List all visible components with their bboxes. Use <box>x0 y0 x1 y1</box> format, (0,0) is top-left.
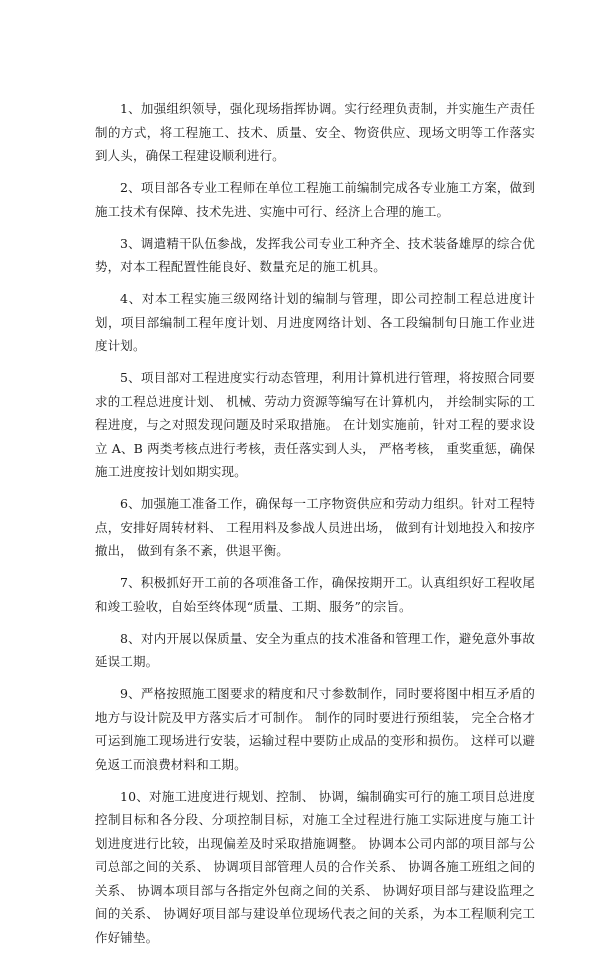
paragraph-1: 1、加强组织领导，强化现场指挥协调。实行经理负责制，并实施生产责任制的方式，将工程施工、技术、质量、安全、物资供应、现场文明等工作落实到人头，确保工程建设顺利进行。 <box>95 101 535 163</box>
paragraph-8: 8、对内开展以保质量、安全为重点的技术准备和管理工作，避免意外事故延误工期。 <box>95 630 535 669</box>
paragraph-7: 7、积极抓好开工前的各项准备工作，确保按期开工。认真组织好工程收尾和竣工验收，自始至终体现“质量、工期、服务”的宗旨。 <box>95 575 535 614</box>
paragraph-3: 3、调遣精干队伍参战，发挥我公司专业工种齐全、技术装备雄厚的综合优势，对本工程配置性能良好、数量充足的施工机具。 <box>95 235 535 274</box>
paragraph-10: 10、对施工进度进行规划、控制、 协调，编制确实可行的施工项目总进度控制目标和各分段、分项控制目标，对施工全过程进行施工实际进度与施工计划进度进行比较，出现偏差及时采取措施调整。 协调本公司内部的项目部与公司总部之间的关系、 协调项目部管理人员的合作关系、 协调各施工班组之间的关系、 协调本项目部与各指定外包商之间的关系、 协调好项目部与建设监理之间的关系、 协调好项目部与建设单位现场代表之间的关系，为本工程顺利完工作好铺垫。 <box>95 788 535 945</box>
document-body <box>95 97 535 958</box>
paragraph-4: 4、对本工程实施三级网络计划的编制与管理，即公司控制工程总进度计划，项目部编制工程年度计划、月进度网络计划、各工段编制旬日施工作业进度计划。 <box>95 291 535 353</box>
paragraph-9: 9、严格按照施工图要求的精度和尺寸参数制作，同时要将图中相互矛盾的地方与设计院及甲方落实后才可制作。 制作的同时要进行预组装， 完全合格才可运到施工现场进行安装，运输过程中要防止成品的变形和损伤。 这样可以避免返工而浪费材料和工期。 <box>95 686 535 772</box>
paragraph-6: 6、加强施工准备工作，确保每一工序物资供应和劳动力组织。针对工程特点，安排好周转材料、 工程用料及参战人员进出场， 做到有计划地投入和按序撤出， 做到有条不紊，供退平衡。 <box>95 496 535 558</box>
paragraph-2: 2、项目部各专业工程师在单位工程施工前编制完成各专业施工方案，做到施工技术有保障、技术先进、实施中可行、经济上合理的施工。 <box>95 180 535 219</box>
paragraph-5: 5、项目部对工程进度实行动态管理，利用计算机进行管理，将按照合同要求的工程总进度计划、 机械、劳动力资源等编写在计算机内， 并绘制实际的工程进度，与之对照发现问题及时采取措施。 在计划实施前，针对工程的要求设立 A、B 两类考核点进行考核，责任落实到人头， 严格考核， 重奖重惩，确保施工进度按计划如期实现。 <box>95 370 535 479</box>
